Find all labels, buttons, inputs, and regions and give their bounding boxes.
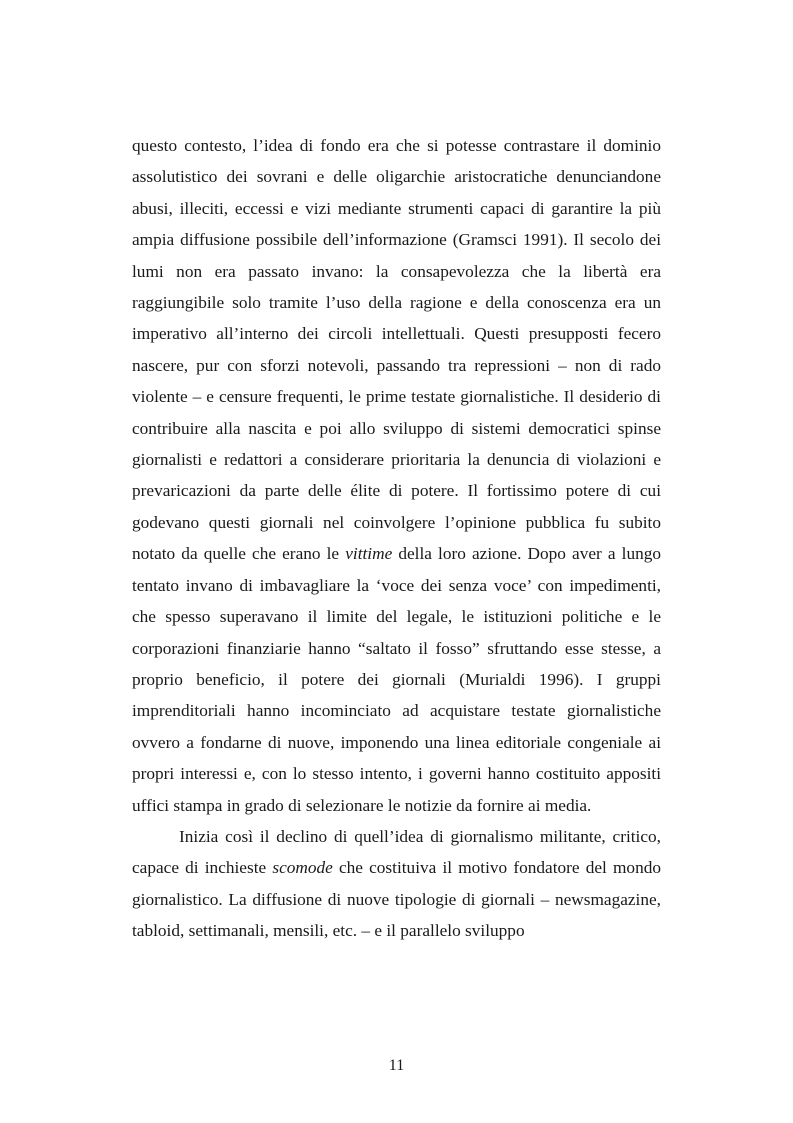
paragraph-2 (132, 821, 661, 947)
paragraph-2-emphasis: scomode (272, 858, 333, 878)
paragraph-1 (132, 130, 661, 821)
paragraph-2-text-a: Inizia così il declino di quell’idea di giornalismo militante, critico, capace di inchieste (132, 826, 661, 878)
page-number: 11 (388, 1057, 405, 1074)
paragraph-1-text-a: questo contesto, l’idea di fondo era che si potesse contrastare il dominio assolutistico dei sovrani e delle oligarchie aristocratiche denunciandone abusi, illeciti, eccessi e vizi mediante strumenti capaci di garantire la più ampia diffusione possibile dell’informazione (Gramsci 1991). Il secolo dei lumi non era passato invano: la consapevolezza che la libertà era raggiungibile solo tramite l’uso della ragione e della conoscenza era un imperativo all’interno dei circoli intellettuali. Questi presupposti fecero nascere, pur con sforzi notevoli, passando tra repressioni – non di rado violente – e censure frequenti, le prime testate giornalistiche. Il desiderio di contribuire alla nascita e poi allo sviluppo di sistemi democratici spinse giornalisti e redattori a considerare prioritaria la denuncia di violazioni e prevaricazioni da parte delle élite di potere. Il fortissimo potere di cui godevano questi giornali nel coinvolgere l’opinione pubblica fu subito notato da quelle che erano le (132, 136, 661, 564)
paragraph-1-text-b: della loro azione. Dopo aver a lungo tentato invano di imbavagliare la ‘voce dei senza voce’ con impedimenti, che spesso superavano il limite del legale, le istituzioni politiche e le corporazioni finanziarie hanno “saltato il fosso” sfruttando esse stesse, a proprio beneficio, il potere dei giornali (Murialdi 1996). I gruppi imprenditoriali hanno incominciato ad acquistare testate giornalistiche ovvero a fondarne di nuove, imponendo una linea editoriale congeniale ai propri interessi e, con lo stesso intento, i governi hanno costituito appositi uffici stampa in grado di selezionare le notizie da fornire ai media. (132, 544, 662, 815)
paragraph-1-emphasis: vittime (345, 544, 393, 564)
paragraph-2-text-b: che costituiva il motivo fondatore del mondo giornalistico. La diffusione di nuove tipologie di giornali – newsmagazine, tabloid, settimanali, mensili, etc. – e il parallelo sviluppo (132, 858, 661, 941)
body-text (132, 130, 661, 947)
